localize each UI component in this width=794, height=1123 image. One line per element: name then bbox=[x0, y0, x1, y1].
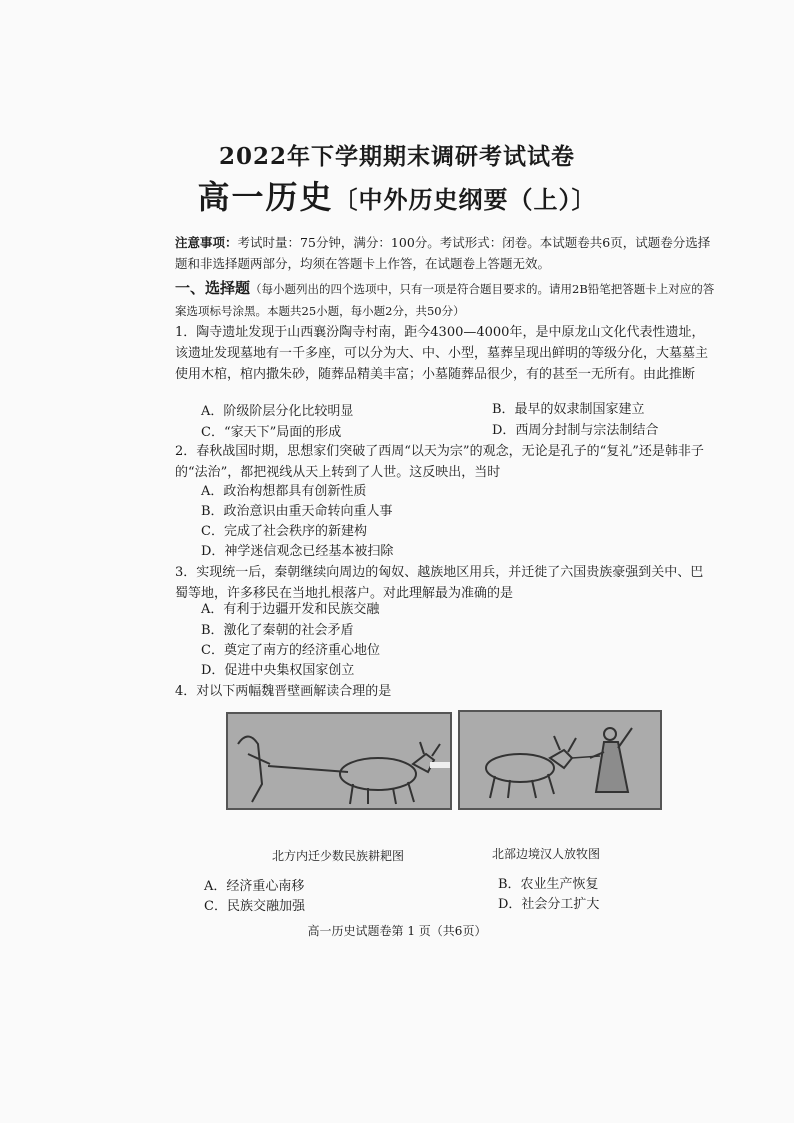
notice-lead: 注意事项： bbox=[175, 235, 238, 250]
page-footer: 高一历史试题卷第 1 页（共6页） bbox=[307, 924, 487, 938]
notice bbox=[175, 232, 715, 274]
section-title: 一、选择题 bbox=[175, 279, 251, 297]
section-note: （每小题列出的四个选项中，只有一项是符合题目要求的。请用2B铅笔把答题卡上对应的答案选项标号涂黑。本题共25小题，每小题2分，共50分） bbox=[175, 282, 715, 318]
subject-name: 高一历史 bbox=[197, 178, 334, 216]
question-2-stem: 2．春秋战国时期，思想家们突破了西周“以天为宗”的观念，无论是孔子的“复礼”还是韩非子的“法治”，都把视线从天上转到了人世。这反映出，当时 bbox=[175, 444, 704, 480]
mural-plowing-drawing bbox=[228, 714, 450, 808]
q1-option-b: B．最早的奴隶制国家建立 bbox=[492, 402, 645, 417]
question-1-stem: 1．陶寺遗址发现于山西襄汾陶寺村南，距今4300—4000年，是中原龙山文化代表性遗址，该遗址发现墓地有一千多座，可以分为大、中、小型，墓葬呈现出鲜明的等级分化，大墓墓主使用木棺，棺内撒朱砂，随葬品精美丰富；小墓随葬品很少，有的甚至一无所有。由此推断 bbox=[175, 325, 709, 382]
q3-option-c: C．奠定了南方的经济重心地位 bbox=[201, 643, 380, 658]
mural-herding-drawing bbox=[460, 712, 660, 808]
question-3-stem: 3．实现统一后，秦朝继续向周边的匈奴、越族地区用兵，并迁徙了六国贵族豪强到关中、巴蜀等地，许多移民在当地扎根落户。对此理解最为准确的是 bbox=[175, 565, 704, 601]
q2-option-c: C．完成了社会秩序的新建构 bbox=[201, 524, 367, 539]
caption-herding: 北部边境汉人放牧图 bbox=[492, 847, 601, 861]
exam-title: 2022年下学期期末调研考试试卷 bbox=[218, 143, 575, 170]
q4-option-d: D．社会分工扩大 bbox=[498, 897, 600, 912]
q3-option-b: B．激化了秦朝的社会矛盾 bbox=[201, 623, 354, 638]
q4-option-b: B．农业生产恢复 bbox=[498, 877, 599, 892]
q1-option-d: D．西周分封制与宗法制结合 bbox=[492, 423, 659, 438]
mural-herding-image bbox=[458, 710, 662, 810]
q3-option-a: A．有利于边疆开发和民族交融 bbox=[201, 602, 380, 617]
q4-option-c: C．民族交融加强 bbox=[204, 899, 305, 914]
notice-text: 考试时量：75分钟，满分：100分。考试形式：闭卷。本试题卷共6页，试题卷分选择题和非选择题两部分，均须在答题卡上作答，在试题卷上答题无效。 bbox=[175, 235, 711, 271]
q1-option-c: C．“家天下”局面的形成 bbox=[201, 425, 342, 440]
section-heading bbox=[175, 278, 715, 322]
subject-title bbox=[0, 172, 794, 218]
q2-option-b: B．政治意识由重天命转向重人事 bbox=[201, 504, 393, 519]
q4-option-a: A．经济重心南移 bbox=[204, 879, 305, 894]
question-4-stem: 4．对以下两幅魏晋壁画解读合理的是 bbox=[175, 684, 392, 699]
q2-option-d: D．神学迷信观念已经基本被扫除 bbox=[201, 544, 394, 559]
q2-option-a: A．政治构想都具有创新性质 bbox=[201, 484, 367, 499]
mural-plowing-image bbox=[226, 712, 452, 810]
subject-subtitle: 〔中外历史纲要（上）〕 bbox=[333, 185, 597, 214]
q1-option-a: A．阶级阶层分化比较明显 bbox=[201, 404, 354, 419]
q3-option-d: D．促进中央集权国家创立 bbox=[201, 663, 355, 678]
caption-plowing: 北方内迁少数民族耕耙图 bbox=[272, 849, 405, 863]
